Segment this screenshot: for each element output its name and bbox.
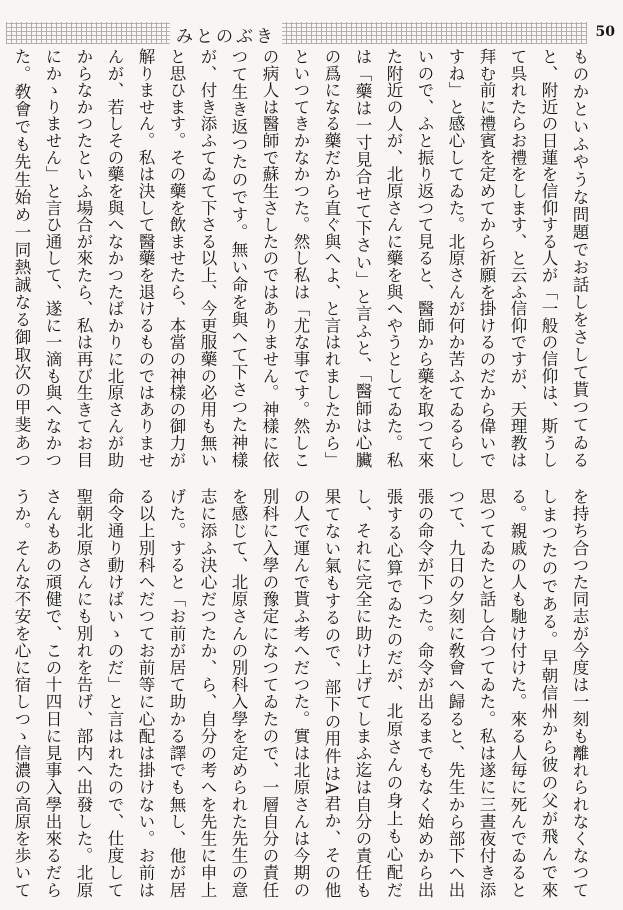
header-decoration bbox=[6, 22, 587, 44]
lower-text-block: を持ち合つた同志が今度は一刻も離れられなくなつてしまつたのである。早朝信州から彼の父が飛んで來る。親戚の人も馳け付けた。來る人毎に死んでゐると思つてゐたと話し合つてゐた。私は遂に三晝夜付き添つて、九日の夕刻に敎會へ歸ると、先生から部下へ出張の命令が下つた。命令が出るまでもなく始めから出張する心算でゐたのだが、北原さんの身上も心配だし、それに完全に助け上げてしまふ迄は自分の責任も果てない氣もするので、部下の用件はA君か、その他の人で運んで貰ふ考へだつた。實は北原さんは今期の別科に入學の豫定になつてゐたので、一層自分の責任を感じて、北原さんの別科入學を定められた先生の意志に添ふ決心だつたか、ら、自分の考へを先生に申上げた。すると「お前が居て助かる譯でも無し、他が居る以上別科へだつてお前等に心配は掛けない。お前は命令通り動けばいゝのだ」と言はれたので、仕度して聖朝北原さんにも別れを告げ、部内へ出發した。北原さんもあの頑健で、この十四日に見事入學出來るだらうか。そんな不安を心に宿しつゝ信濃の高原を歩いて bbox=[12, 488, 589, 898]
page-number: 50 bbox=[595, 24, 615, 40]
page-header bbox=[0, 18, 623, 50]
upper-text-block: ものかといふやうな問題でお話しをさして貰つてゐると、附近の日蓮を信仰する人が「一般の信仰は、斯うして呉れたらお禮をします、と云ふ信仰ですが、天理教は拜む前に禮賓を定めてから祈願を掛けるのだから偉いですね」と感心してゐた。北原さんが何か苦ふてゐるらしいので、ふと振り返つて見ると、醫師から藥を取つて來た附近の人が、北原さんに藥を與へやうとしてゐた。私は「藥は一寸見合せて下さい」と言ふと、「醫師は心臟の爲になる藥だから直ぐ與へよ、と言はれましたから」といつてきかなかつた。然し私は「尤な事です。然しこの病人は醫師で蘇生さしたのではありません。神樣に依つて生き返つたのです。無い命を與へて下さつた神樣が、付き添ふてゐて下さる以上、今更服藥の必用も無いと思ひます。その藥を飲ませたら、本當の神樣の御力が解りません。私は決して醫藥を退けるものではありませんが、若しその藥を與へなかつたばかりに北原さんが助からなかつたといふ場合が來たら、私は再び生きてお目にかゝりません」と言ひ通して、遂に一滴も與へなかつた。敎會でも先生始め一同熱誠なる御取次の甲斐あつ bbox=[12, 48, 589, 468]
running-title: みとのぶき bbox=[170, 22, 282, 47]
